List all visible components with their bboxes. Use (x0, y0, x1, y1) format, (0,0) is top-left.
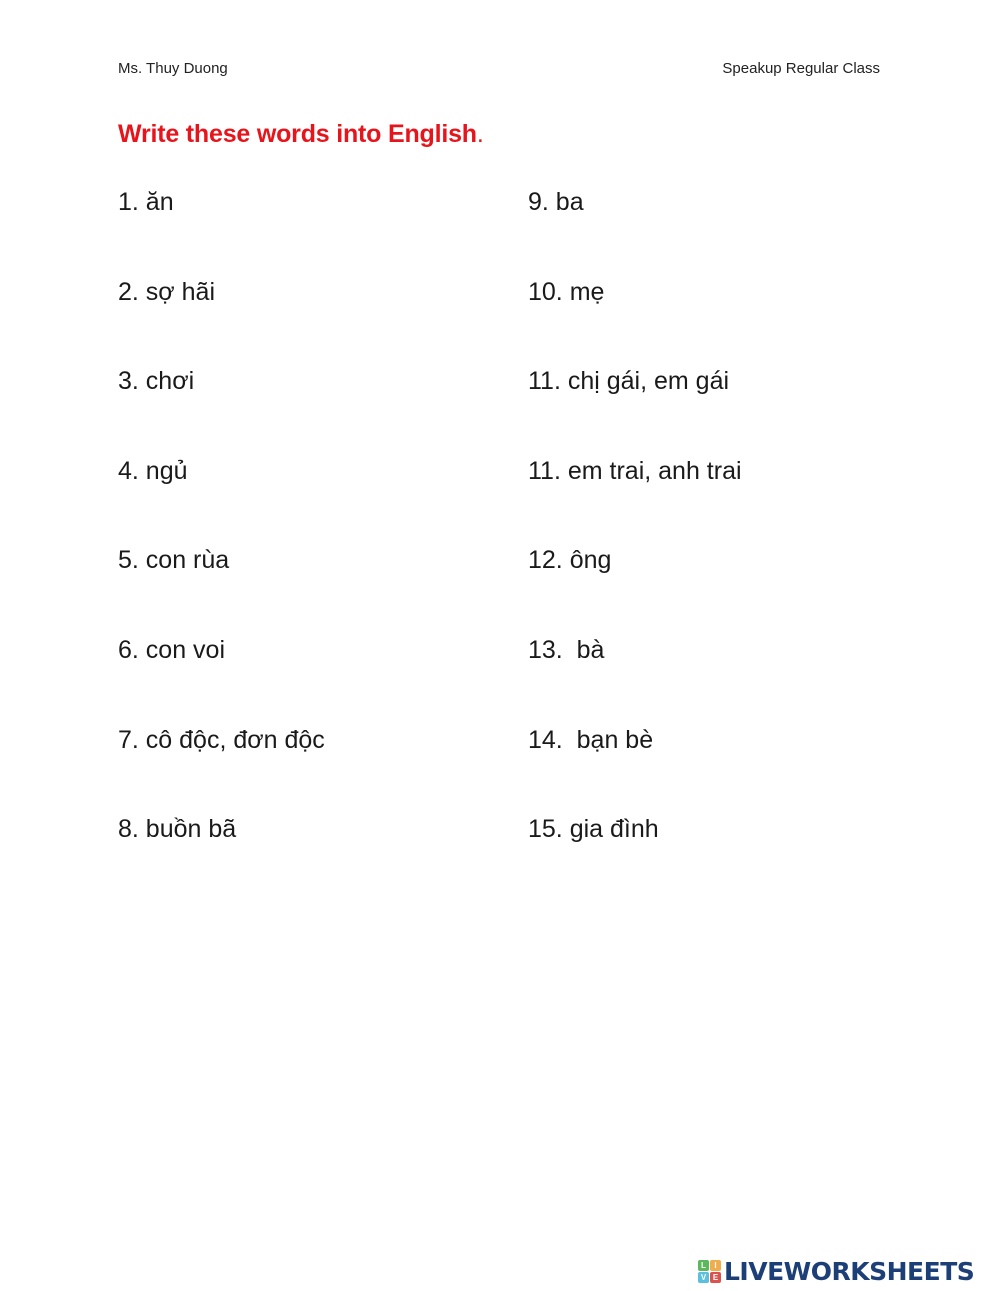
word-item: 5. con rùa (118, 546, 230, 575)
logo-text: LIVEWORKSHEETS (724, 1256, 975, 1286)
word-list-left (118, 185, 518, 902)
word-item: 15. gia đình (528, 815, 659, 844)
title-text: Write these words into English (118, 120, 477, 148)
word-item: 2. sợ hãi (118, 277, 215, 306)
word-item: 3. chơi (118, 367, 195, 396)
word-item: 14. bạn bè (528, 725, 654, 754)
word-item: 10. mẹ (528, 277, 605, 306)
logo-block: V (698, 1272, 709, 1283)
logo-block: L (698, 1260, 709, 1271)
word-item: 9. ba (528, 188, 584, 216)
class-name: Speakup Regular Class (722, 60, 880, 77)
word-item: 6. con voi (118, 635, 226, 664)
logo-block: I (710, 1260, 721, 1271)
word-item: 12. ông (528, 546, 612, 575)
word-item: 11. em trai, anh trai (528, 456, 742, 485)
word-item: 8. buồn bã (118, 815, 237, 844)
word-item: 4. ngủ (118, 456, 188, 485)
logo-block: E (710, 1272, 721, 1283)
word-item: 7. cô độc, đơn độc (118, 725, 325, 754)
teacher-name: Ms. Thuy Duong (118, 60, 228, 77)
title-period: . (476, 120, 484, 148)
word-item: 1. ăn (118, 188, 174, 216)
word-list-right (528, 185, 928, 902)
worksheet-title (118, 120, 484, 149)
word-item: 13. bà (528, 635, 605, 664)
liveworksheets-logo (698, 1255, 974, 1287)
logo-blocks-icon (698, 1260, 721, 1283)
word-item: 11. chị gái, em gái (528, 367, 730, 396)
